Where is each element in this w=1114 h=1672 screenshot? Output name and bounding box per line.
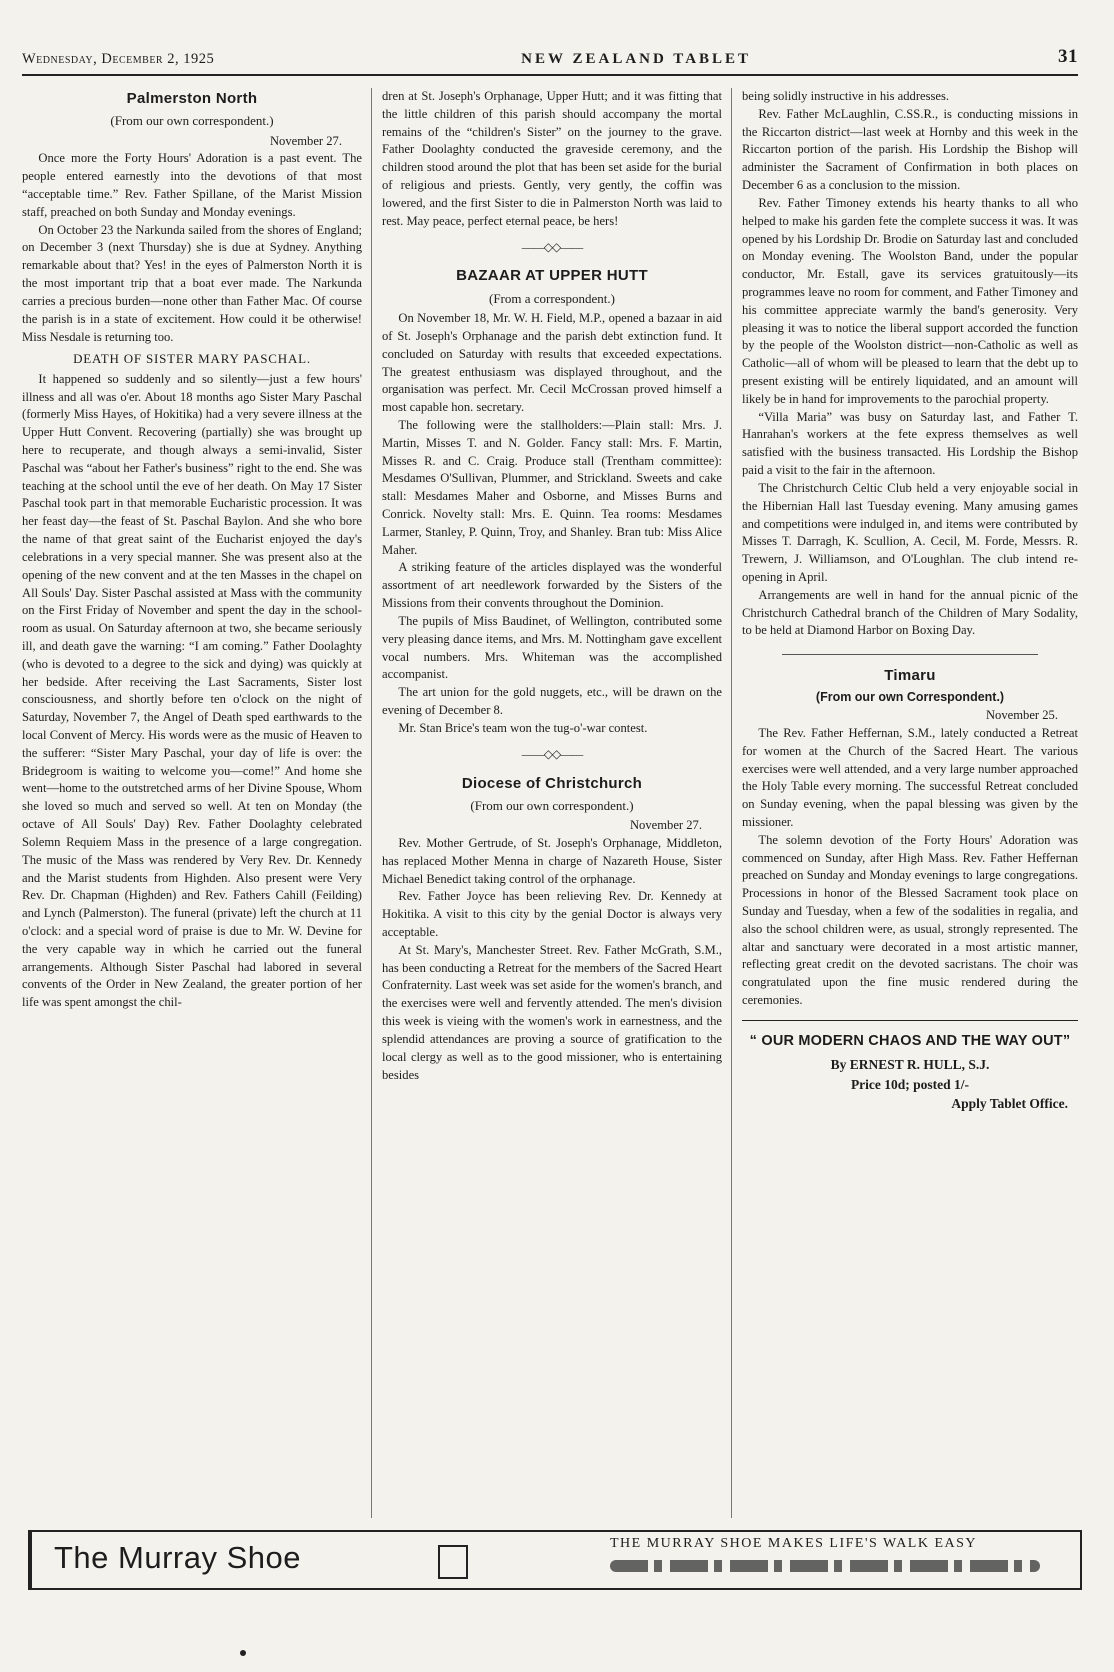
page-number: 31 xyxy=(1058,46,1078,67)
timaru-subtitle: (From our own Correspondent.) xyxy=(815,690,1005,705)
death-paragraph: It happened so suddenly and so silently—just a few hours' illness and all was o'er. About 18 months ago Sister Mary Paschal (formerly Miss Hayes, of Hokitika) had a very severe illness at the Upper Hutt Convent. Recovering (partially) she was brought up here to recuperate, and though always a semi-invalid, Sister Paschal was “about her Father's business” right to the end. She was teaching at the school until the eve of her death. On May 17 Sister Paschal took part in that memorable Eucharistic procession. It was her feast day—the feast of St. Paschal Baylon. And she who bore the name of that great saint of the Eucharist enjoyed the day's celebrations in a very special manner. She was present also at the opening of the new convent and at the ten Masses in the chapel on All Souls' Day. Sister Paschal assisted at Mass with the community on the First Friday of November and spent the day in the school-room as usual. On Saturday afternoon at two, she became seriously ill, and death gave the warning: “I am coming.” Father Doolaghty (who is devoted to a degree to the sick and dying) was quickly at her bedside. After receiving the Last Sacraments, Sister lost consciousness, and shortly before ten o'clock on the night of Saturday, November 7, the Angel of Death sped earthwards to the local Convent of Mercy. His words were as the music of Heaven to the sufferer: “Sister Mary Paschal, your day of life is over: the Bridegroom is waiting to welcome you—come!” And home she went—home to the outstretched arms of her Divine Spouse, Whom she loved so much and served so well. At ten on Monday (the octave of All Souls' Day) Rev. Father Doolaghty celebrated Solemn Requiem Mass in the presence of a large congregation. The music of the Mass was rendered by Very Rev. Dr. Kennedy and the Marist students from Highden. Also present were Very Rev. Dr. Chapman (Highden) and Rev. Fathers Cahill (Feilding) and Lynch (Palmerston). The funeral (private) left the church at 11 o'clock: and a special word of praise is due to Mr. W. Devine for the very capable way in which he carried out the funeral arrangements. Although Sister Paschal had labored in several convents of the Order in New Zealand, the greater portion of her life was spent amongst the chil- xyxy=(22,371,362,1010)
issue-date: Wednesday, December 2, 1925 xyxy=(22,51,215,67)
christchurch-paragraph: Arrangements are well in hand for the annual picnic of the Christchurch Cathedral branch of the Children of Mary Sodality, to be held at Diamond Harbor on Boxing Day. xyxy=(742,587,1078,638)
timaru-paragraph: The Rev. Father Heffernan, S.M., lately conducted a Retreat for women at the Church of the Sacred Heart. The various exercises were well attended, and a very large number approached the Holy Table every morning. The successful Retreat concluded on Sunday evening, when the papal blessing was given by the missioner. xyxy=(742,725,1078,829)
section-ornament: ——◇◇—— xyxy=(521,746,583,761)
book-ad-title: “ OUR MODERN CHAOS AND THE WAY OUT” xyxy=(749,1032,1071,1049)
section-ornament: ——◇◇—— xyxy=(521,239,583,254)
section-rule xyxy=(782,654,1038,655)
murray-shoe-name: The Murray Shoe xyxy=(54,1540,301,1575)
timaru-date: November 25. xyxy=(985,708,1058,723)
christchurch-paragraph: “Villa Maria” was busy on Saturday last, and Father T. Hanrahan's workers at the fete express themselves as well satisfied with the business transacted. His Lordship the Bishop paid a visit to the fair in the afternoon. xyxy=(742,409,1078,478)
christchurch-paragraph: Rev. Father Joyce has been relieving Rev. Dr. Kennedy at Hokitika. A visit to this city by the genial Doctor is always very acceptable. xyxy=(382,889,722,940)
column-divider xyxy=(731,88,732,1518)
christchurch-paragraph: Rev. Father McLaughlin, C.SS.R., is conducting missions in the Riccarton district—last week at Hornby and this week in the Riccarton portion of the parish. His Lordship the Bishop will administer the Sacrament of Confirmation in both places on December 6 as a conclusion to the mission. xyxy=(742,106,1078,193)
bazaar-paragraph: The following were the stallholders:—Plain stall: Mrs. J. Martin, Misses T. and N. Golder. Fancy stall: Mrs. F. Martin, Misses R. and C. Craig. Produce stall (Trentham committee): Mesdames O'Sullivan, Plummer, and Strickland. Sweets and cake stall: Mesdames Maher and Osborne, and Misses Burns and Conrick. Novelty stall: Mrs. E. Quinn. Tea rooms: Mesdames Larmer, Stanley, P. Quinn, Troy, and Shanley. Bran tub: Miss Alice Maher. xyxy=(382,417,722,557)
christchurch-subtitle: (From our own correspondent.) xyxy=(470,797,634,813)
christchurch-title: Diocese of Christchurch xyxy=(461,774,643,792)
christchurch-paragraph: The Christchurch Celtic Club held a very enjoyable social in the Hibernian Hall last Tuesday evening. Many amusing games and competitions were indulged in, and items were contributed by Misses T. Darragh, K. Scullion, A. Cecil, M. Forde, Messrs. R. Trewern, J. Williamson, and O'Loughlan. The club intend re-opening in April. xyxy=(742,480,1078,584)
ad-box-ornament xyxy=(438,1545,468,1579)
chain-ornament xyxy=(610,1560,1040,1572)
bazaar-title: BAZAAR AT UPPER HUTT xyxy=(456,267,648,285)
bazaar-paragraph: The art union for the gold nuggets, etc., will be drawn on the evening of December 8. xyxy=(382,685,722,717)
bazaar-paragraph: A striking feature of the articles displayed was the wonderful assortment of art needlework forwarded by the Sisters of the Missions from their convents throughout the Dominion. xyxy=(382,560,722,611)
book-ad-price: Price 10d; posted 1/- xyxy=(850,1076,970,1092)
header-rule xyxy=(22,74,1078,76)
christchurch-paragraph: At St. Mary's, Manchester Street. Rev. Father McGrath, S.M., has been conducting a Retreat for the members of the Sacred Heart Confraternity. Last week was set aside for the women's branch, and the exercises were well and fervently attended. The men's division this week is vieing with the women's work in earnestness, and the splendid attendances are proving a source of gratification to the local clergy as well as to the good missioner, who is entertaining besides xyxy=(382,942,722,1082)
column-3 xyxy=(742,88,1078,1518)
christchurch-paragraph-continued: being solidly instructive in his addresses. xyxy=(742,89,950,103)
book-ad-author: By ERNEST R. HULL, S.J. xyxy=(830,1057,990,1073)
timaru-title: Timaru xyxy=(884,667,936,685)
column-1 xyxy=(22,88,362,1518)
bazaar-paragraph: On November 18, Mr. W. H. Field, M.P., opened a bazaar in aid of St. Joseph's Orphanage and the parish debt extinction fund. It concluded on Saturday with results that exceeded expectations. The greatest enthusiasm was displayed throughout, and the organisation was perfect. Mr. Cecil McCrossan proved himself a most capable hon. secretary. xyxy=(382,311,722,415)
bazaar-paragraph: Mr. Stan Brice's team won the tug-o'-war contest. xyxy=(398,720,648,735)
column-2 xyxy=(382,88,722,1518)
palmerston-subtitle: (From our own correspondent.) xyxy=(110,113,274,129)
palmerston-paragraph: On October 23 the Narkunda sailed from the shores of England; on December 3 (next Thursday) she is due at Sydney. Anything remarkable about that? Yes! in the eyes of Palmerston North it is the most important trip that a boat ever made. The Narkunda carries a precious burden—none other than Father Mac. Of course the parish is in a state of excitement. How could it be otherwise! Miss Nesdale is returning too. xyxy=(22,222,362,344)
christchurch-paragraph: Rev. Mother Gertrude, of St. Joseph's Orphanage, Middleton, has replaced Mother Menna in charge of Nazareth House, Sister Michael Benedict taking control of the orphanage. xyxy=(382,835,722,886)
death-paragraph-continued: dren at St. Joseph's Orphanage, Upper Hutt; and it was fitting that the little children of this parish should accompany the mortal remains of the “children's Sister” on the journey to the grave. Father Doolaghty conducted the graveside ceremony, and the children stood around the plot that has been set aside for the burial of religious and priests. Gently, very gently, the coffin was lowered, and the first Sister to die in Palmerston North was laid to rest. May peace, perfect eternal peace, be hers! xyxy=(382,89,722,228)
timaru-paragraph: The solemn devotion of the Forty Hours' Adoration was commenced on Sunday, after High Mass. Rev. Father Heffernan preached on Sunday and Monday evenings to large congregations. Processions in honor of the Blessed Sacrament took place on Sunday and Tuesday, when a few of the sodalities in regalia, and also the school children were, as usual, strongly represented. The altar and sanctuary were decorated in a most artistic manner, reflecting great credit on the devoted sacristans. The choir was congratulated upon the fine music rendered during the ceremonies. xyxy=(742,832,1078,1008)
death-heading: DEATH OF SISTER MARY PASCHAL. xyxy=(73,351,311,367)
murray-shoe-advertisement xyxy=(28,1530,1082,1590)
christchurch-date: November 27. xyxy=(629,818,702,833)
paper-title: NEW ZEALAND TABLET xyxy=(521,51,752,67)
bazaar-subtitle: (From a correspondent.) xyxy=(489,290,615,306)
palmerston-paragraph: Once more the Forty Hours' Adoration is a past event. The people entered earnestly into the devotions of that most “acceptable time.” Rev. Father Spillane, of the Marist Mission staff, preached on both Sunday and Monday evenings. xyxy=(22,151,362,219)
print-speck xyxy=(240,1650,246,1656)
book-advertisement xyxy=(742,1020,1078,1113)
column-divider xyxy=(371,88,372,1518)
murray-shoe-slogan: THE MURRAY SHOE MAKES LIFE'S WALK EASY xyxy=(610,1536,978,1551)
palmerston-title: Palmerston North xyxy=(126,90,258,107)
book-ad-apply: Apply Tablet Office. xyxy=(951,1095,1068,1111)
bazaar-paragraph: The pupils of Miss Baudinet, of Wellington, contributed some very pleasing dance items, and Mrs. M. Nottingham gave excellent vocal numbers. Mrs. Whiteman was the accomplished accompanist. xyxy=(382,613,722,682)
masthead xyxy=(22,44,1078,68)
christchurch-paragraph: Rev. Father Timoney extends his hearty thanks to all who helped to make his garden fete the complete success it was. It was opened by his Lordship Dr. Brodie on Saturday last and concluded on Monday evening. The Woolston Band, under the popular conductor, Mr. Estall, gave its services gratuitously—its programmes leave no room for comment, and Father Timoney and his committee appreciate warmly the band's generosity. Very pleasing it was to notice the liberal support accorded the function by the people of the Woolston district—non-Catholic as well as Catholic—all of whom will be pleased to learn that the debt up to present existing will be entirely liquidated, and an amount will likely be in hand for improvements to the parochial property. xyxy=(742,195,1078,406)
palmerston-date: November 27. xyxy=(269,133,342,148)
